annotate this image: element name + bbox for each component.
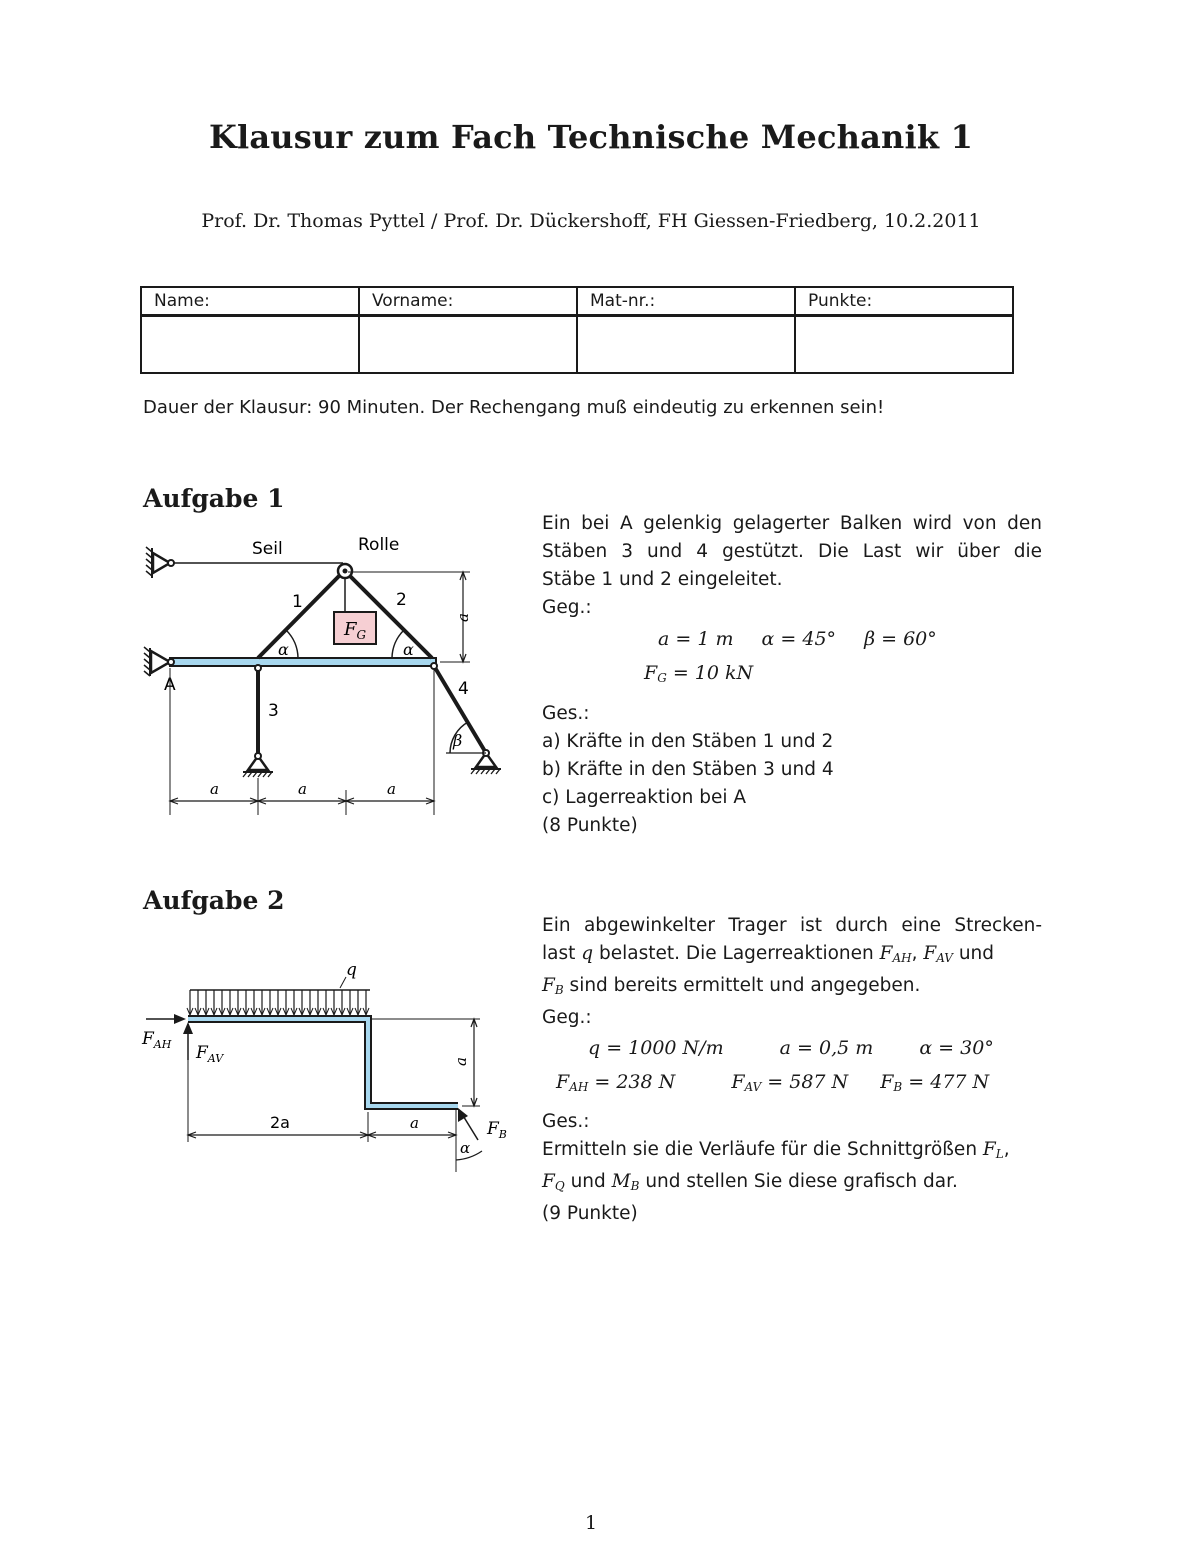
task1-text-line-3: Stäbe 1 und 2 eingeleitet. <box>542 569 783 590</box>
task2-given-row-1 <box>542 1032 1042 1064</box>
task1-heading: Aufgabe 1 <box>143 484 285 513</box>
header-name: Name: <box>141 287 359 316</box>
exam-note: Dauer der Klausur: 90 Minuten. Der Rechengang muß eindeutig zu erkennen sein! <box>143 397 885 418</box>
given-fav: $F_{AV} = 587$ N <box>731 1071 849 1094</box>
task2-points: (9 Punkte) <box>542 1203 638 1224</box>
name-cell[interactable] <box>141 316 359 374</box>
page-title: Klausur zum Fach Technische Mechanik 1 <box>208 118 974 156</box>
header-vorname: Vorname: <box>359 287 577 316</box>
task1-given-label: Geg.: <box>542 597 592 618</box>
dim-height-label: a <box>454 613 472 622</box>
table-header-row <box>141 287 1013 316</box>
page-number: 1 <box>584 1512 598 1534</box>
distributed-load-q <box>187 977 370 1015</box>
task1-sought-b: b) Kräfte in den Stäben 3 und 4 <box>542 759 834 780</box>
label-fb: $F_B$ <box>487 1119 507 1141</box>
label-bar-3: 3 <box>268 701 279 721</box>
task2-text-line-3: $F_B$ sind bereits ermittelt und angegeben. <box>542 975 921 997</box>
student-info-table <box>140 286 1014 374</box>
bar-3-support <box>243 753 273 777</box>
label-fg: $F_G$ <box>344 619 367 642</box>
label-fav: $F_{AV}$ <box>196 1043 224 1065</box>
force-fah-arrowhead <box>174 1014 186 1024</box>
label-fah: $F_{AH}$ <box>142 1029 172 1051</box>
punkte-cell[interactable] <box>795 316 1013 374</box>
label-bar-2: 2 <box>396 590 407 610</box>
angled-beam-fill <box>188 1019 458 1106</box>
task2-text <box>542 912 1042 1228</box>
label-a-support: A <box>164 675 176 695</box>
label-rolle: Rolle <box>358 535 400 555</box>
matnr-cell[interactable] <box>577 316 795 374</box>
rope-wall-support <box>146 547 174 578</box>
label-beta: β <box>453 731 463 750</box>
task1-text <box>542 510 1042 840</box>
dim2-label-2a: 2a <box>270 1113 290 1132</box>
task2-text-line-1: Ein abgewinkelter Trager ist durch eine Strecken- <box>542 915 1042 936</box>
task2-text-line-2: last q belastet. Die Lagerreaktionen $F_{AH}$, $F_{AV}$ und <box>542 943 995 965</box>
task1-sought-label: Ges.: <box>542 703 590 724</box>
label-bar-4: 4 <box>458 679 469 699</box>
dim2-label-a: a <box>410 1114 419 1132</box>
table-entry-row <box>141 316 1013 374</box>
bar-3-top-hinge <box>255 665 261 671</box>
header-punkte: Punkte: <box>795 287 1013 316</box>
vorname-cell[interactable] <box>359 316 577 374</box>
task2-sought-label: Ges.: <box>542 1111 590 1132</box>
task2-sought-line-2: $F_Q$ und $M_B$ und stellen Sie diese grafisch dar. <box>542 1171 958 1193</box>
task1-given-row-2 <box>542 656 1042 690</box>
task1-given-row-1 <box>542 622 1042 656</box>
task1-text-line-1: Ein bei A gelenkig gelagerter Balken wird von den <box>542 513 1042 534</box>
header-matnr: Mat-nr.: <box>577 287 795 316</box>
dim-bottom-label-1: a <box>210 780 219 798</box>
task1-points: (8 Punkte) <box>542 815 638 836</box>
dim-bottom-label-2: a <box>298 780 307 798</box>
label-alpha-b: α <box>460 1139 471 1157</box>
task1-figure <box>138 530 518 830</box>
task2-given-label: Geg.: <box>542 1007 592 1028</box>
beam <box>170 658 436 666</box>
label-q: q <box>346 960 357 980</box>
angled-beam <box>188 1019 458 1106</box>
given-fb: $F_B = 477$ N <box>880 1071 990 1094</box>
task2-given-row-2 <box>542 1064 1042 1100</box>
given-a: a = 1 m <box>658 628 734 650</box>
given-alpha2: α = 30° <box>919 1037 994 1059</box>
label-seil: Seil <box>252 539 283 559</box>
task2-figure <box>138 950 518 1180</box>
label-alpha-right: α <box>403 640 414 659</box>
given-fah: $F_{AH} = 238$ N <box>556 1071 676 1094</box>
given-alpha: α = 45° <box>761 628 837 650</box>
task2-sought-line-1: Ermitteln sie die Verläufe für die Schnittgrößen $F_L$, <box>542 1139 1010 1161</box>
pulley-pin <box>343 569 348 574</box>
bar-1 <box>258 572 343 658</box>
task1-text-line-2: Stäben 3 und 4 gestützt. Die Last wir über die <box>542 541 1042 562</box>
task1-sought-c: c) Lagerreaktion bei A <box>542 787 747 808</box>
dim-bottom-label-3: a <box>387 780 396 798</box>
task2-heading: Aufgabe 2 <box>143 886 285 915</box>
task1-sought-a: a) Kräfte in den Stäben 1 und 2 <box>542 731 834 752</box>
given-beta: β = 60° <box>864 628 937 650</box>
dim2-height-label: a <box>452 1057 470 1066</box>
given-a2: a = 0,5 m <box>779 1037 874 1059</box>
subtitle: Prof. Dr. Thomas Pyttel / Prof. Dr. Dückershoff, FH Giessen-Friedberg, 10.2.2011 <box>201 210 981 232</box>
given-fg: $F_G = 10$ kN <box>644 662 754 685</box>
label-bar-1: 1 <box>292 592 303 612</box>
label-alpha-left: α <box>278 640 289 659</box>
given-q: q = 1000 N/m <box>588 1037 724 1059</box>
